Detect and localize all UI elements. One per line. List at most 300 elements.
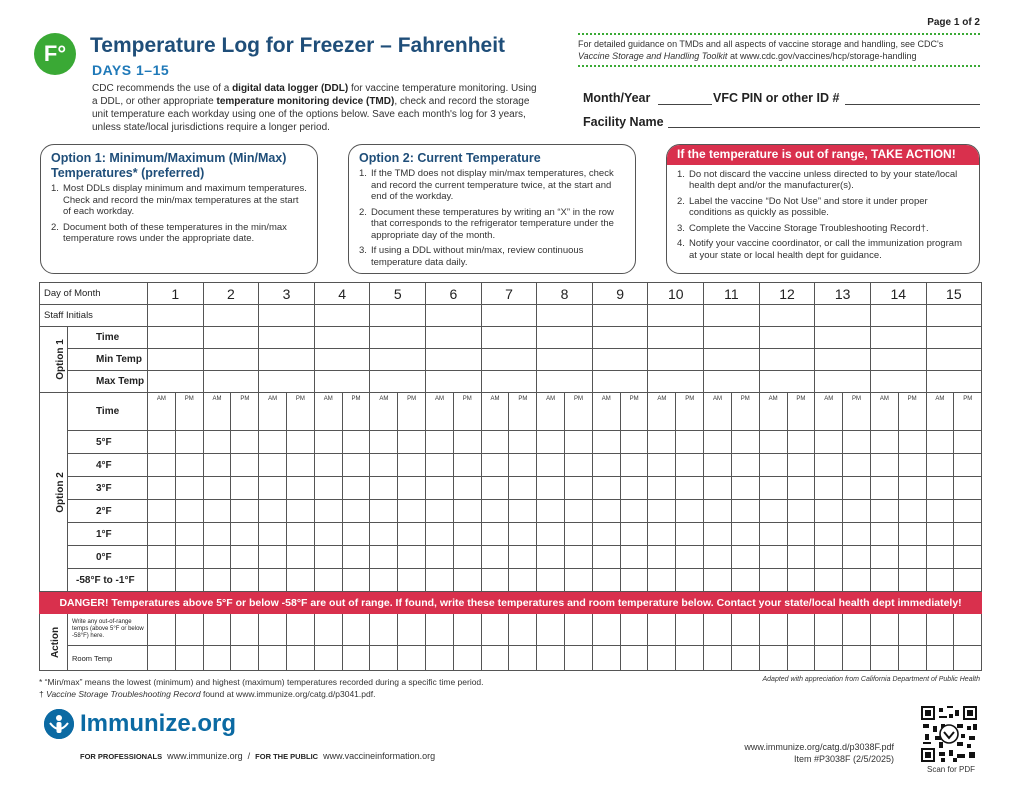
temp-am-cell[interactable] bbox=[481, 523, 509, 546]
option1-cell[interactable] bbox=[759, 371, 815, 393]
option1-cell[interactable] bbox=[370, 371, 426, 393]
option1-cell[interactable] bbox=[426, 327, 482, 349]
room-temp-am-cell[interactable] bbox=[704, 646, 732, 671]
option1-cell[interactable] bbox=[314, 327, 370, 349]
temp-am-cell[interactable] bbox=[870, 431, 898, 454]
temp-am-cell[interactable] bbox=[203, 523, 231, 546]
temp-am-cell[interactable] bbox=[314, 477, 342, 500]
temp-am-cell[interactable] bbox=[648, 500, 676, 523]
temp-am-cell[interactable] bbox=[148, 569, 176, 592]
temp-pm-cell[interactable] bbox=[731, 523, 759, 546]
temp-pm-cell[interactable] bbox=[453, 477, 481, 500]
temp-pm-cell[interactable] bbox=[620, 454, 648, 477]
option1-cell[interactable] bbox=[314, 349, 370, 371]
am-cell[interactable]: AM bbox=[592, 393, 620, 431]
am-cell[interactable]: AM bbox=[815, 393, 843, 431]
temp-am-cell[interactable] bbox=[314, 431, 342, 454]
temp-am-cell[interactable] bbox=[481, 500, 509, 523]
temp-am-cell[interactable] bbox=[759, 523, 787, 546]
temp-pm-cell[interactable] bbox=[676, 546, 704, 569]
staff-initials-cell[interactable] bbox=[370, 305, 426, 327]
temp-pm-cell[interactable] bbox=[898, 523, 926, 546]
temp-am-cell[interactable] bbox=[926, 500, 954, 523]
staff-initials-cell[interactable] bbox=[870, 305, 926, 327]
temp-am-cell[interactable] bbox=[259, 477, 287, 500]
option1-cell[interactable] bbox=[314, 371, 370, 393]
staff-initials-cell[interactable] bbox=[481, 305, 537, 327]
temp-am-cell[interactable] bbox=[203, 546, 231, 569]
room-temp-pm-cell[interactable] bbox=[898, 646, 926, 671]
temp-am-cell[interactable] bbox=[926, 569, 954, 592]
temp-pm-cell[interactable] bbox=[342, 546, 370, 569]
option1-cell[interactable] bbox=[537, 349, 593, 371]
temp-am-cell[interactable] bbox=[870, 477, 898, 500]
temp-pm-cell[interactable] bbox=[565, 431, 593, 454]
temp-pm-cell[interactable] bbox=[175, 546, 203, 569]
temp-am-cell[interactable] bbox=[537, 431, 565, 454]
temp-pm-cell[interactable] bbox=[898, 500, 926, 523]
option1-cell[interactable] bbox=[870, 349, 926, 371]
pm-cell[interactable]: PM bbox=[676, 393, 704, 431]
temp-am-cell[interactable] bbox=[870, 546, 898, 569]
temp-pm-cell[interactable] bbox=[787, 569, 815, 592]
option1-cell[interactable] bbox=[592, 371, 648, 393]
room-temp-am-cell[interactable] bbox=[259, 646, 287, 671]
temp-am-cell[interactable] bbox=[648, 546, 676, 569]
temp-am-cell[interactable] bbox=[148, 477, 176, 500]
temp-am-cell[interactable] bbox=[370, 523, 398, 546]
temp-am-cell[interactable] bbox=[481, 431, 509, 454]
pm-cell[interactable]: PM bbox=[843, 393, 871, 431]
public-link[interactable]: www.vaccineinformation.org bbox=[323, 751, 436, 761]
temp-pm-cell[interactable] bbox=[954, 454, 982, 477]
temp-am-cell[interactable] bbox=[926, 431, 954, 454]
temp-pm-cell[interactable] bbox=[342, 454, 370, 477]
temp-pm-cell[interactable] bbox=[398, 500, 426, 523]
temp-am-cell[interactable] bbox=[259, 569, 287, 592]
option1-cell[interactable] bbox=[815, 349, 871, 371]
temp-pm-cell[interactable] bbox=[398, 546, 426, 569]
temp-am-cell[interactable] bbox=[704, 546, 732, 569]
temp-am-cell[interactable] bbox=[370, 569, 398, 592]
option1-cell[interactable] bbox=[259, 327, 315, 349]
option1-cell[interactable] bbox=[926, 327, 982, 349]
staff-initials-cell[interactable] bbox=[537, 305, 593, 327]
temp-am-cell[interactable] bbox=[759, 477, 787, 500]
temp-pm-cell[interactable] bbox=[898, 431, 926, 454]
temp-am-cell[interactable] bbox=[704, 477, 732, 500]
temp-pm-cell[interactable] bbox=[898, 569, 926, 592]
room-temp-am-cell[interactable] bbox=[203, 646, 231, 671]
out-of-range-pm-cell[interactable] bbox=[565, 614, 593, 646]
temp-pm-cell[interactable] bbox=[676, 431, 704, 454]
temp-am-cell[interactable] bbox=[870, 454, 898, 477]
room-temp-am-cell[interactable] bbox=[870, 646, 898, 671]
room-temp-pm-cell[interactable] bbox=[231, 646, 259, 671]
room-temp-pm-cell[interactable] bbox=[843, 646, 871, 671]
temp-pm-cell[interactable] bbox=[509, 523, 537, 546]
out-of-range-pm-cell[interactable] bbox=[954, 614, 982, 646]
option1-cell[interactable] bbox=[203, 371, 259, 393]
temp-am-cell[interactable] bbox=[426, 477, 454, 500]
option1-cell[interactable] bbox=[870, 371, 926, 393]
temp-pm-cell[interactable] bbox=[175, 569, 203, 592]
temp-pm-cell[interactable] bbox=[565, 500, 593, 523]
temp-pm-cell[interactable] bbox=[731, 500, 759, 523]
option1-cell[interactable] bbox=[259, 371, 315, 393]
temp-pm-cell[interactable] bbox=[453, 569, 481, 592]
temp-am-cell[interactable] bbox=[314, 569, 342, 592]
temp-pm-cell[interactable] bbox=[676, 500, 704, 523]
staff-initials-cell[interactable] bbox=[203, 305, 259, 327]
room-temp-pm-cell[interactable] bbox=[620, 646, 648, 671]
temp-am-cell[interactable] bbox=[537, 523, 565, 546]
temp-pm-cell[interactable] bbox=[231, 569, 259, 592]
temp-pm-cell[interactable] bbox=[843, 569, 871, 592]
temp-am-cell[interactable] bbox=[481, 546, 509, 569]
temp-pm-cell[interactable] bbox=[398, 431, 426, 454]
staff-initials-cell[interactable] bbox=[148, 305, 204, 327]
temp-pm-cell[interactable] bbox=[620, 569, 648, 592]
temp-am-cell[interactable] bbox=[759, 431, 787, 454]
temp-pm-cell[interactable] bbox=[453, 454, 481, 477]
temp-pm-cell[interactable] bbox=[453, 431, 481, 454]
temp-am-cell[interactable] bbox=[259, 523, 287, 546]
temp-am-cell[interactable] bbox=[148, 523, 176, 546]
out-of-range-am-cell[interactable] bbox=[426, 614, 454, 646]
temp-pm-cell[interactable] bbox=[565, 477, 593, 500]
temp-pm-cell[interactable] bbox=[509, 500, 537, 523]
pm-cell[interactable]: PM bbox=[565, 393, 593, 431]
temp-pm-cell[interactable] bbox=[231, 454, 259, 477]
temp-pm-cell[interactable] bbox=[398, 454, 426, 477]
temp-pm-cell[interactable] bbox=[620, 546, 648, 569]
out-of-range-pm-cell[interactable] bbox=[509, 614, 537, 646]
temp-am-cell[interactable] bbox=[314, 500, 342, 523]
temp-am-cell[interactable] bbox=[481, 454, 509, 477]
option1-cell[interactable] bbox=[537, 371, 593, 393]
pm-cell[interactable]: PM bbox=[898, 393, 926, 431]
temp-pm-cell[interactable] bbox=[731, 569, 759, 592]
temp-pm-cell[interactable] bbox=[175, 454, 203, 477]
option1-cell[interactable] bbox=[648, 327, 704, 349]
temp-pm-cell[interactable] bbox=[676, 569, 704, 592]
option1-cell[interactable] bbox=[592, 349, 648, 371]
temp-am-cell[interactable] bbox=[203, 500, 231, 523]
room-temp-pm-cell[interactable] bbox=[453, 646, 481, 671]
temp-am-cell[interactable] bbox=[370, 500, 398, 523]
room-temp-am-cell[interactable] bbox=[314, 646, 342, 671]
am-cell[interactable]: AM bbox=[481, 393, 509, 431]
option1-cell[interactable] bbox=[870, 327, 926, 349]
temp-pm-cell[interactable] bbox=[509, 431, 537, 454]
temp-am-cell[interactable] bbox=[815, 431, 843, 454]
pm-cell[interactable]: PM bbox=[287, 393, 315, 431]
pm-cell[interactable]: PM bbox=[787, 393, 815, 431]
temp-pm-cell[interactable] bbox=[398, 569, 426, 592]
am-cell[interactable]: AM bbox=[537, 393, 565, 431]
temp-pm-cell[interactable] bbox=[231, 523, 259, 546]
temp-am-cell[interactable] bbox=[537, 477, 565, 500]
temp-am-cell[interactable] bbox=[148, 546, 176, 569]
out-of-range-am-cell[interactable] bbox=[314, 614, 342, 646]
temp-am-cell[interactable] bbox=[481, 569, 509, 592]
temp-am-cell[interactable] bbox=[537, 454, 565, 477]
am-cell[interactable]: AM bbox=[148, 393, 176, 431]
temp-am-cell[interactable] bbox=[815, 454, 843, 477]
temp-am-cell[interactable] bbox=[926, 546, 954, 569]
temp-am-cell[interactable] bbox=[203, 569, 231, 592]
temp-pm-cell[interactable] bbox=[287, 431, 315, 454]
out-of-range-pm-cell[interactable] bbox=[175, 614, 203, 646]
temp-pm-cell[interactable] bbox=[287, 500, 315, 523]
pm-cell[interactable]: PM bbox=[731, 393, 759, 431]
option1-cell[interactable] bbox=[704, 349, 760, 371]
out-of-range-pm-cell[interactable] bbox=[731, 614, 759, 646]
temp-pm-cell[interactable] bbox=[898, 477, 926, 500]
temp-pm-cell[interactable] bbox=[787, 477, 815, 500]
temp-am-cell[interactable] bbox=[259, 546, 287, 569]
temp-pm-cell[interactable] bbox=[231, 477, 259, 500]
room-temp-pm-cell[interactable] bbox=[787, 646, 815, 671]
temp-pm-cell[interactable] bbox=[676, 477, 704, 500]
temp-am-cell[interactable] bbox=[370, 431, 398, 454]
out-of-range-pm-cell[interactable] bbox=[898, 614, 926, 646]
temp-am-cell[interactable] bbox=[537, 569, 565, 592]
temp-pm-cell[interactable] bbox=[565, 569, 593, 592]
room-temp-am-cell[interactable] bbox=[370, 646, 398, 671]
temp-am-cell[interactable] bbox=[648, 523, 676, 546]
option1-cell[interactable] bbox=[203, 349, 259, 371]
out-of-range-pm-cell[interactable] bbox=[398, 614, 426, 646]
option1-cell[interactable] bbox=[759, 327, 815, 349]
room-temp-am-cell[interactable] bbox=[759, 646, 787, 671]
temp-pm-cell[interactable] bbox=[175, 477, 203, 500]
room-temp-pm-cell[interactable] bbox=[509, 646, 537, 671]
temp-am-cell[interactable] bbox=[815, 569, 843, 592]
out-of-range-pm-cell[interactable] bbox=[676, 614, 704, 646]
room-temp-am-cell[interactable] bbox=[481, 646, 509, 671]
temp-am-cell[interactable] bbox=[203, 454, 231, 477]
temp-pm-cell[interactable] bbox=[954, 500, 982, 523]
temp-am-cell[interactable] bbox=[370, 546, 398, 569]
out-of-range-am-cell[interactable] bbox=[926, 614, 954, 646]
temp-pm-cell[interactable] bbox=[954, 477, 982, 500]
temp-am-cell[interactable] bbox=[314, 523, 342, 546]
room-temp-pm-cell[interactable] bbox=[398, 646, 426, 671]
temp-am-cell[interactable] bbox=[704, 431, 732, 454]
room-temp-am-cell[interactable] bbox=[926, 646, 954, 671]
temp-pm-cell[interactable] bbox=[231, 546, 259, 569]
option1-cell[interactable] bbox=[926, 371, 982, 393]
temp-pm-cell[interactable] bbox=[620, 500, 648, 523]
room-temp-pm-cell[interactable] bbox=[342, 646, 370, 671]
am-cell[interactable]: AM bbox=[370, 393, 398, 431]
temp-pm-cell[interactable] bbox=[954, 546, 982, 569]
temp-pm-cell[interactable] bbox=[787, 454, 815, 477]
temp-am-cell[interactable] bbox=[704, 454, 732, 477]
option1-cell[interactable] bbox=[148, 371, 204, 393]
out-of-range-am-cell[interactable] bbox=[259, 614, 287, 646]
temp-am-cell[interactable] bbox=[426, 546, 454, 569]
room-temp-pm-cell[interactable] bbox=[954, 646, 982, 671]
room-temp-am-cell[interactable] bbox=[592, 646, 620, 671]
temp-pm-cell[interactable] bbox=[954, 523, 982, 546]
temp-pm-cell[interactable] bbox=[620, 477, 648, 500]
option1-cell[interactable] bbox=[648, 349, 704, 371]
temp-pm-cell[interactable] bbox=[565, 546, 593, 569]
temp-am-cell[interactable] bbox=[314, 546, 342, 569]
pm-cell[interactable]: PM bbox=[342, 393, 370, 431]
temp-am-cell[interactable] bbox=[815, 546, 843, 569]
room-temp-am-cell[interactable] bbox=[815, 646, 843, 671]
out-of-range-am-cell[interactable] bbox=[592, 614, 620, 646]
room-temp-am-cell[interactable] bbox=[648, 646, 676, 671]
pm-cell[interactable]: PM bbox=[620, 393, 648, 431]
temp-am-cell[interactable] bbox=[370, 477, 398, 500]
temp-am-cell[interactable] bbox=[148, 454, 176, 477]
am-cell[interactable]: AM bbox=[314, 393, 342, 431]
temp-am-cell[interactable] bbox=[537, 500, 565, 523]
room-temp-pm-cell[interactable] bbox=[287, 646, 315, 671]
out-of-range-am-cell[interactable] bbox=[481, 614, 509, 646]
temp-am-cell[interactable] bbox=[426, 431, 454, 454]
out-of-range-am-cell[interactable] bbox=[203, 614, 231, 646]
out-of-range-am-cell[interactable] bbox=[537, 614, 565, 646]
temp-am-cell[interactable] bbox=[592, 523, 620, 546]
temp-am-cell[interactable] bbox=[259, 454, 287, 477]
temp-pm-cell[interactable] bbox=[509, 569, 537, 592]
option1-cell[interactable] bbox=[481, 327, 537, 349]
temp-pm-cell[interactable] bbox=[787, 523, 815, 546]
temp-am-cell[interactable] bbox=[426, 454, 454, 477]
room-temp-pm-cell[interactable] bbox=[731, 646, 759, 671]
temp-am-cell[interactable] bbox=[815, 523, 843, 546]
room-temp-pm-cell[interactable] bbox=[676, 646, 704, 671]
out-of-range-am-cell[interactable] bbox=[148, 614, 176, 646]
temp-am-cell[interactable] bbox=[592, 500, 620, 523]
option1-cell[interactable] bbox=[203, 327, 259, 349]
room-temp-am-cell[interactable] bbox=[148, 646, 176, 671]
temp-am-cell[interactable] bbox=[870, 523, 898, 546]
temp-am-cell[interactable] bbox=[648, 454, 676, 477]
temp-pm-cell[interactable] bbox=[342, 500, 370, 523]
temp-am-cell[interactable] bbox=[926, 523, 954, 546]
out-of-range-am-cell[interactable] bbox=[648, 614, 676, 646]
temp-pm-cell[interactable] bbox=[342, 431, 370, 454]
temp-pm-cell[interactable] bbox=[843, 523, 871, 546]
temp-pm-cell[interactable] bbox=[787, 500, 815, 523]
temp-pm-cell[interactable] bbox=[898, 454, 926, 477]
option1-cell[interactable] bbox=[704, 371, 760, 393]
option1-cell[interactable] bbox=[426, 371, 482, 393]
temp-am-cell[interactable] bbox=[870, 500, 898, 523]
temp-pm-cell[interactable] bbox=[453, 546, 481, 569]
out-of-range-pm-cell[interactable] bbox=[620, 614, 648, 646]
temp-am-cell[interactable] bbox=[926, 454, 954, 477]
temp-am-cell[interactable] bbox=[203, 431, 231, 454]
vfc-pin-field[interactable] bbox=[845, 104, 980, 105]
am-cell[interactable]: AM bbox=[870, 393, 898, 431]
professionals-link[interactable]: www.immunize.org bbox=[167, 751, 243, 761]
temp-pm-cell[interactable] bbox=[787, 546, 815, 569]
pm-cell[interactable]: PM bbox=[231, 393, 259, 431]
temp-am-cell[interactable] bbox=[259, 500, 287, 523]
am-cell[interactable]: AM bbox=[926, 393, 954, 431]
temp-pm-cell[interactable] bbox=[453, 523, 481, 546]
temp-pm-cell[interactable] bbox=[509, 477, 537, 500]
pm-cell[interactable]: PM bbox=[509, 393, 537, 431]
temp-pm-cell[interactable] bbox=[676, 454, 704, 477]
am-cell[interactable]: AM bbox=[704, 393, 732, 431]
temp-pm-cell[interactable] bbox=[342, 477, 370, 500]
temp-pm-cell[interactable] bbox=[787, 431, 815, 454]
temp-pm-cell[interactable] bbox=[676, 523, 704, 546]
temp-am-cell[interactable] bbox=[704, 523, 732, 546]
temp-pm-cell[interactable] bbox=[231, 500, 259, 523]
option1-cell[interactable] bbox=[815, 371, 871, 393]
room-temp-am-cell[interactable] bbox=[426, 646, 454, 671]
option1-cell[interactable] bbox=[481, 349, 537, 371]
out-of-range-am-cell[interactable] bbox=[759, 614, 787, 646]
temp-pm-cell[interactable] bbox=[342, 523, 370, 546]
temp-am-cell[interactable] bbox=[759, 500, 787, 523]
option1-cell[interactable] bbox=[148, 349, 204, 371]
option1-cell[interactable] bbox=[370, 349, 426, 371]
temp-am-cell[interactable] bbox=[148, 500, 176, 523]
temp-pm-cell[interactable] bbox=[565, 454, 593, 477]
option1-cell[interactable] bbox=[148, 327, 204, 349]
temp-am-cell[interactable] bbox=[815, 500, 843, 523]
option1-cell[interactable] bbox=[704, 327, 760, 349]
temp-am-cell[interactable] bbox=[592, 431, 620, 454]
temp-am-cell[interactable] bbox=[481, 477, 509, 500]
option1-cell[interactable] bbox=[592, 327, 648, 349]
staff-initials-cell[interactable] bbox=[592, 305, 648, 327]
pm-cell[interactable]: PM bbox=[453, 393, 481, 431]
temp-pm-cell[interactable] bbox=[398, 523, 426, 546]
temp-pm-cell[interactable] bbox=[287, 454, 315, 477]
option1-cell[interactable] bbox=[537, 327, 593, 349]
pm-cell[interactable]: PM bbox=[398, 393, 426, 431]
temp-am-cell[interactable] bbox=[370, 454, 398, 477]
temp-pm-cell[interactable] bbox=[287, 523, 315, 546]
out-of-range-pm-cell[interactable] bbox=[453, 614, 481, 646]
temp-pm-cell[interactable] bbox=[287, 569, 315, 592]
temp-pm-cell[interactable] bbox=[731, 431, 759, 454]
temp-am-cell[interactable] bbox=[759, 569, 787, 592]
option1-cell[interactable] bbox=[926, 349, 982, 371]
room-temp-am-cell[interactable] bbox=[537, 646, 565, 671]
temp-am-cell[interactable] bbox=[592, 477, 620, 500]
staff-initials-cell[interactable] bbox=[426, 305, 482, 327]
temp-am-cell[interactable] bbox=[704, 569, 732, 592]
out-of-range-pm-cell[interactable] bbox=[342, 614, 370, 646]
pm-cell[interactable]: PM bbox=[175, 393, 203, 431]
temp-am-cell[interactable] bbox=[648, 477, 676, 500]
temp-pm-cell[interactable] bbox=[231, 431, 259, 454]
out-of-range-pm-cell[interactable] bbox=[287, 614, 315, 646]
temp-pm-cell[interactable] bbox=[843, 454, 871, 477]
temp-pm-cell[interactable] bbox=[565, 523, 593, 546]
option1-cell[interactable] bbox=[370, 327, 426, 349]
room-temp-pm-cell[interactable] bbox=[175, 646, 203, 671]
pm-cell[interactable]: PM bbox=[954, 393, 982, 431]
staff-initials-cell[interactable] bbox=[815, 305, 871, 327]
temp-am-cell[interactable] bbox=[648, 431, 676, 454]
temp-pm-cell[interactable] bbox=[287, 546, 315, 569]
temp-am-cell[interactable] bbox=[759, 454, 787, 477]
